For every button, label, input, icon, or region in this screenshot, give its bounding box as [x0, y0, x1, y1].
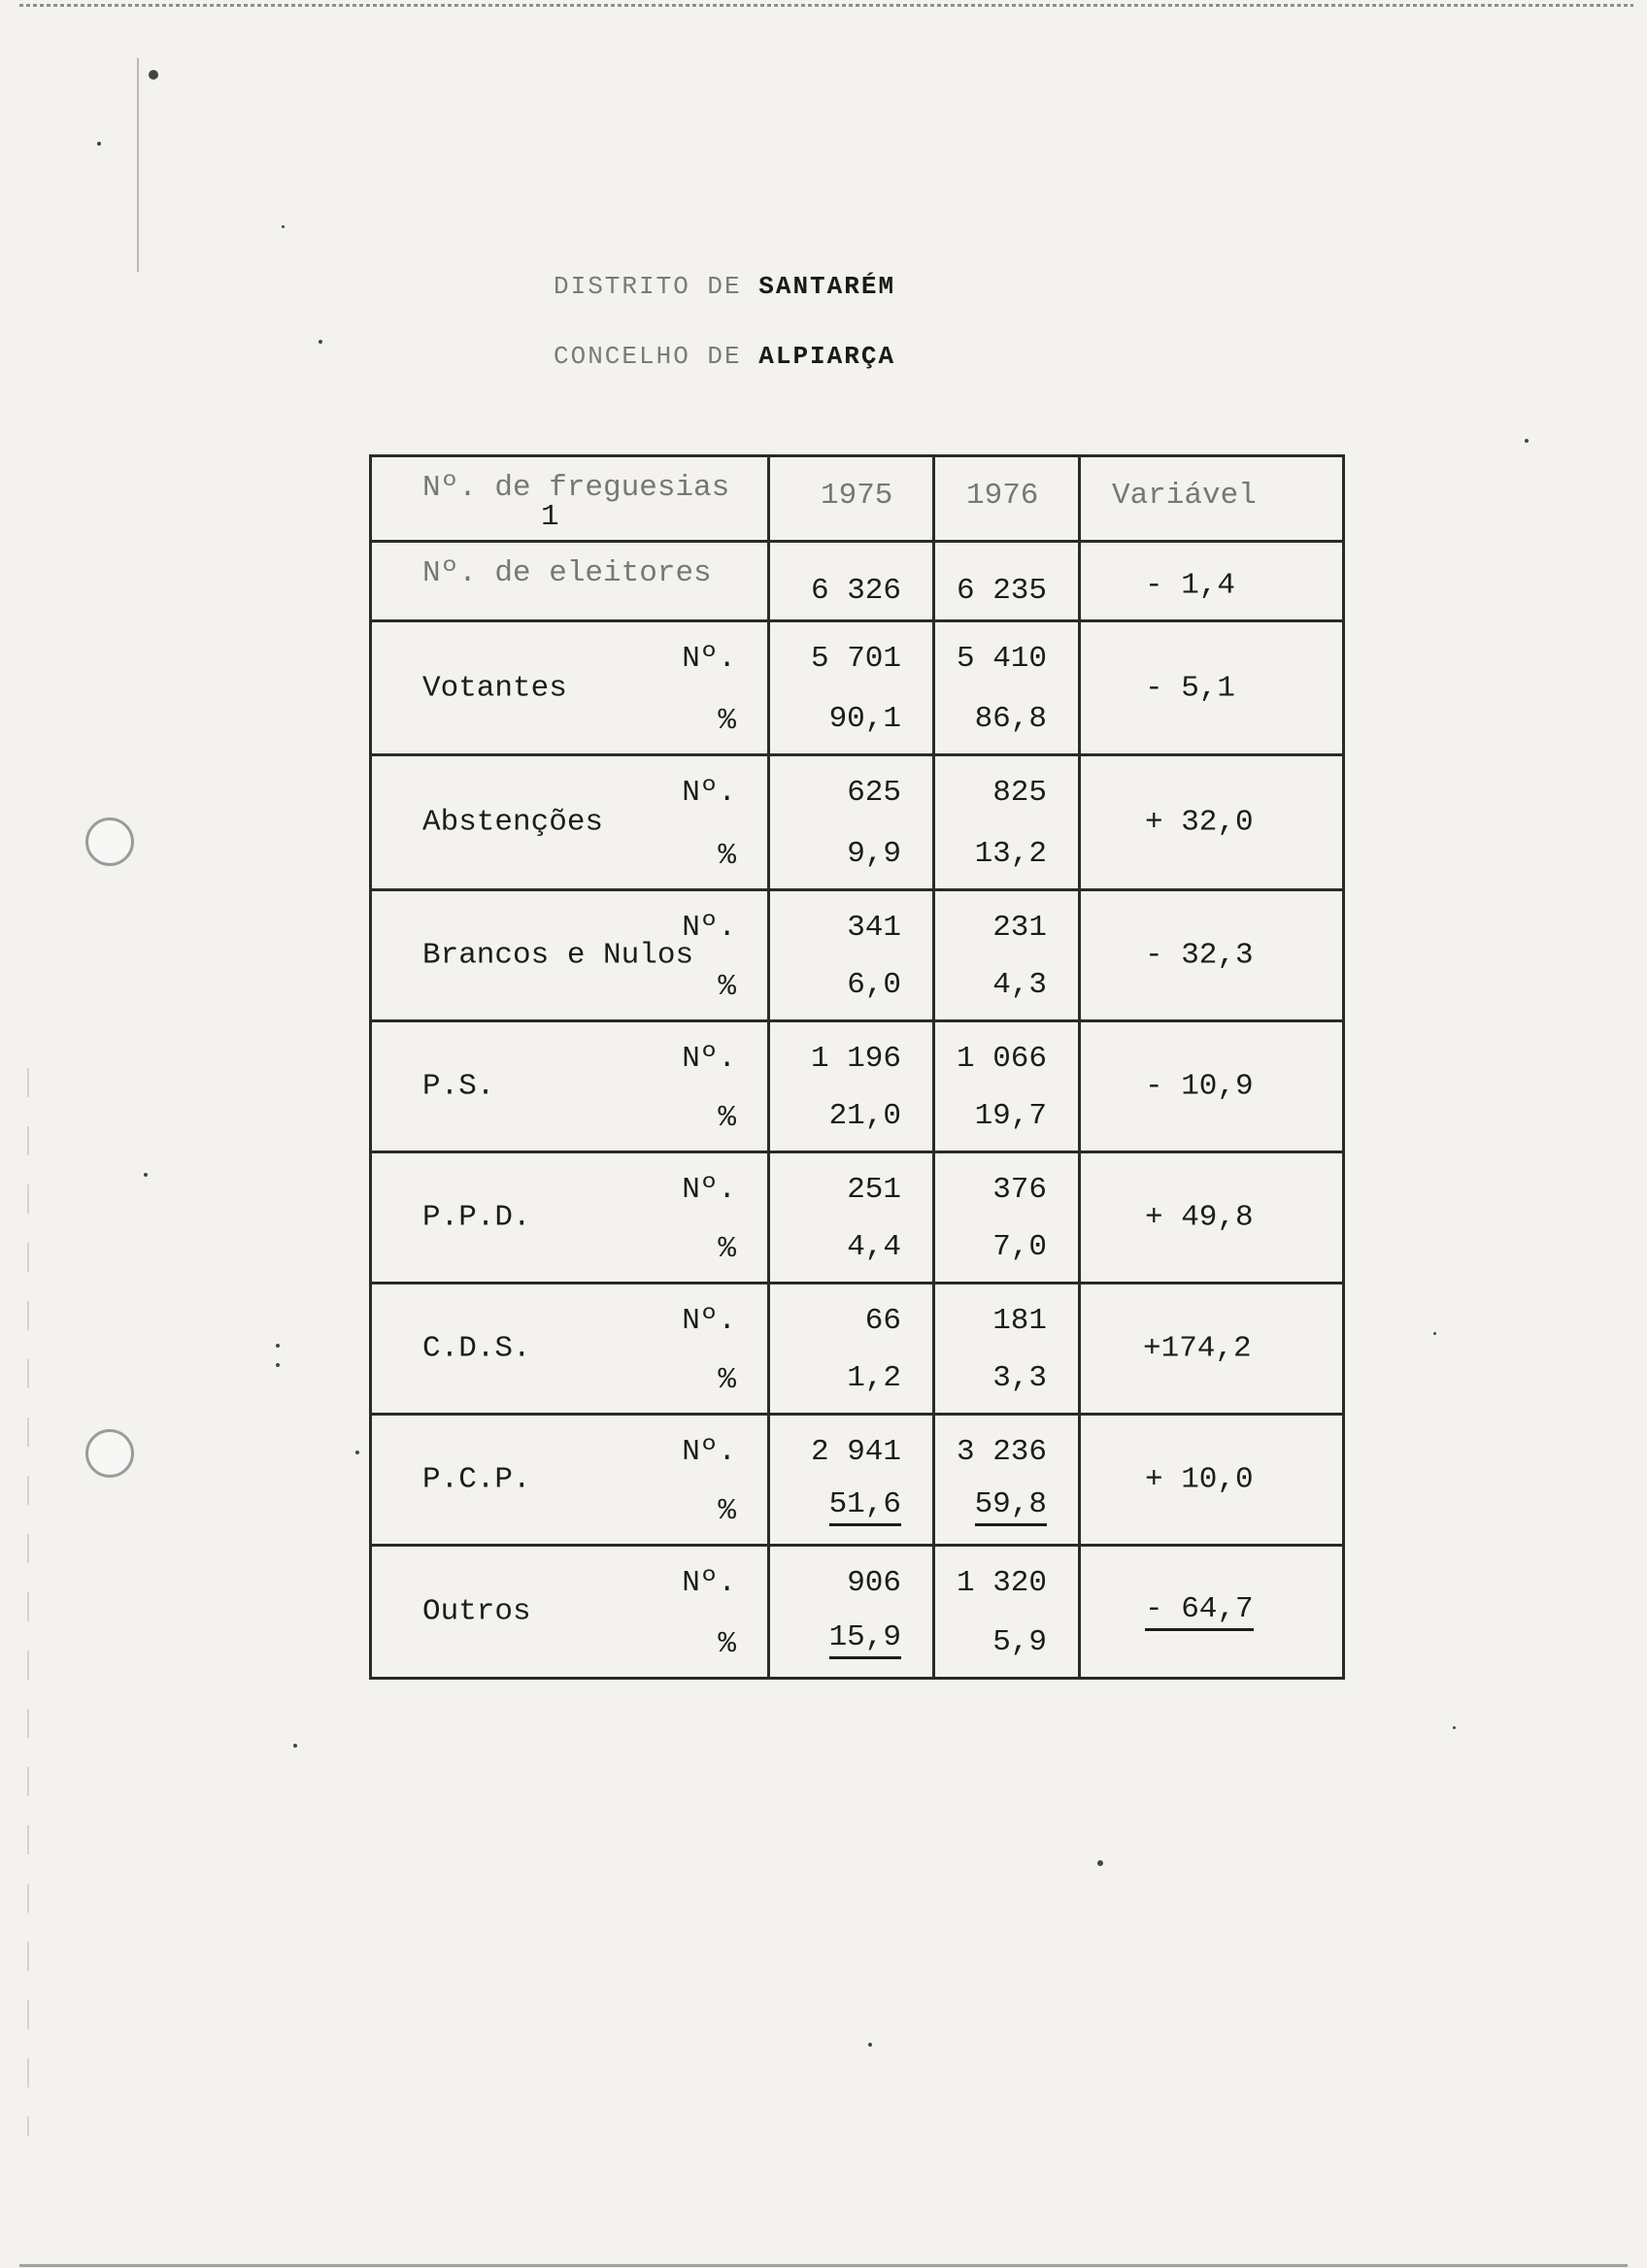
speck	[319, 340, 322, 344]
values-1976-cell	[934, 889, 1080, 1020]
header-1976: 1976	[966, 479, 1039, 513]
header-1975-cell	[769, 456, 934, 542]
variation-cell	[1080, 1151, 1344, 1283]
variation-cell	[1080, 1545, 1344, 1678]
count-1975: 5 701	[810, 642, 901, 677]
speck	[1525, 439, 1529, 443]
table-header-row	[371, 456, 1344, 542]
row-label: C.D.S.	[422, 1331, 531, 1366]
electors-label-cell	[371, 541, 769, 621]
row-label-cell	[371, 1545, 769, 1678]
table-row	[371, 1283, 1344, 1414]
values-1975-cell	[769, 1414, 934, 1545]
speck	[276, 1344, 280, 1348]
speck	[276, 1363, 280, 1367]
electors-1976-cell	[934, 541, 1080, 621]
header-parishes-cell	[371, 456, 769, 542]
municipality-heading	[554, 342, 895, 371]
row-label-cell	[371, 1151, 769, 1283]
values-1975-cell	[769, 1020, 934, 1151]
variation-cell	[1080, 1283, 1344, 1414]
count-1975: 66	[864, 1303, 901, 1338]
header-variation: Variável	[1112, 479, 1257, 513]
variation-value: - 32,3	[1145, 938, 1254, 973]
header-parishes-value: 1	[541, 500, 559, 534]
punch-hole-top	[85, 817, 134, 866]
row-label: P.C.P.	[422, 1462, 531, 1497]
percent-1975: 1,2	[847, 1360, 901, 1395]
election-table	[369, 454, 1345, 1680]
row-label-cell	[371, 621, 769, 755]
percent-1976: 19,7	[974, 1098, 1047, 1133]
row-label: P.P.D.	[422, 1200, 531, 1235]
percent-1975: 15,9	[829, 1620, 901, 1659]
electors-1975-cell	[769, 541, 934, 621]
unit-percent: %	[718, 1627, 736, 1661]
percent-1976: 7,0	[992, 1229, 1047, 1264]
electors-variation: - 1,4	[1145, 568, 1236, 603]
speck	[1097, 1860, 1103, 1866]
table-row	[371, 1151, 1344, 1283]
values-1976-cell	[934, 1414, 1080, 1545]
unit-percent: %	[718, 1100, 736, 1135]
unit-count: Nº.	[682, 1565, 736, 1600]
district-heading	[554, 272, 895, 301]
count-1975: 251	[847, 1172, 901, 1207]
values-1976-cell	[934, 755, 1080, 889]
row-label-cell	[371, 1414, 769, 1545]
variation-value: +174,2	[1143, 1331, 1252, 1366]
variation-cell	[1080, 755, 1344, 889]
percent-1975: 51,6	[829, 1487, 901, 1526]
percent-1975: 4,4	[847, 1229, 901, 1264]
count-1976: 1 066	[956, 1041, 1047, 1076]
row-label-cell	[371, 1283, 769, 1414]
speck	[97, 142, 101, 146]
unit-percent: %	[718, 1231, 736, 1266]
header-variation-cell	[1080, 456, 1344, 542]
row-label: Brancos e Nulos	[422, 938, 694, 973]
count-1975: 1 196	[810, 1041, 901, 1076]
percent-1976: 3,3	[992, 1360, 1047, 1395]
electors-1976: 6 235	[956, 574, 1047, 609]
district-name: SANTARÉM	[758, 272, 896, 301]
percent-1976: 59,8	[975, 1487, 1047, 1526]
variation-value: - 64,7	[1145, 1592, 1254, 1631]
unit-count: Nº.	[682, 642, 736, 677]
speck	[1433, 1332, 1436, 1335]
row-label: Abstenções	[422, 805, 604, 840]
electors-label: Nº. de eleitores	[422, 555, 712, 590]
margin-line	[137, 58, 139, 272]
variation-value: - 10,9	[1145, 1069, 1254, 1104]
top-edge-rule	[19, 4, 1633, 7]
variation-value: + 10,0	[1145, 1462, 1254, 1497]
electors-1975: 6 326	[810, 574, 901, 609]
percent-1975: 9,9	[847, 836, 901, 871]
variation-value: + 32,0	[1145, 805, 1254, 840]
values-1975-cell	[769, 1283, 934, 1414]
count-1975: 906	[847, 1565, 901, 1600]
municipality-name: ALPIARÇA	[758, 342, 896, 371]
percent-1976: 86,8	[974, 702, 1047, 737]
header-1976-cell	[934, 456, 1080, 542]
table-row-electors	[371, 541, 1344, 621]
variation-cell	[1080, 621, 1344, 755]
count-1975: 625	[847, 776, 901, 811]
table-row	[371, 889, 1344, 1020]
values-1976-cell	[934, 1020, 1080, 1151]
row-label-cell	[371, 755, 769, 889]
unit-count: Nº.	[682, 776, 736, 811]
percent-1976: 13,2	[974, 836, 1047, 871]
values-1975-cell	[769, 1545, 934, 1678]
table-row	[371, 755, 1344, 889]
speck	[868, 2043, 872, 2047]
table-row	[371, 1545, 1344, 1678]
values-1976-cell	[934, 1545, 1080, 1678]
unit-percent: %	[718, 1493, 736, 1528]
margin-line-lower	[27, 1068, 29, 2136]
values-1975-cell	[769, 1151, 934, 1283]
unit-percent: %	[718, 1362, 736, 1397]
count-1976: 5 410	[956, 642, 1047, 677]
percent-1976: 4,3	[992, 967, 1047, 1002]
values-1976-cell	[934, 1151, 1080, 1283]
unit-count: Nº.	[682, 910, 736, 945]
speck	[355, 1451, 359, 1454]
unit-count: Nº.	[682, 1303, 736, 1338]
count-1975: 341	[847, 910, 901, 945]
count-1975: 2 941	[810, 1434, 901, 1469]
percent-1975: 6,0	[847, 967, 901, 1002]
table-row	[371, 621, 1344, 755]
variation-cell	[1080, 1414, 1344, 1545]
values-1975-cell	[769, 889, 934, 1020]
ink-dot	[149, 70, 158, 80]
variation-value: + 49,8	[1145, 1200, 1254, 1235]
variation-cell	[1080, 1020, 1344, 1151]
speck	[293, 1744, 297, 1748]
percent-1976: 5,9	[992, 1625, 1047, 1659]
header-1975: 1975	[821, 479, 893, 513]
unit-percent: %	[718, 969, 736, 1004]
count-1976: 376	[992, 1172, 1047, 1207]
row-label-cell	[371, 889, 769, 1020]
count-1976: 1 320	[956, 1565, 1047, 1600]
count-1976: 825	[992, 776, 1047, 811]
row-label-cell	[371, 1020, 769, 1151]
speck	[144, 1173, 148, 1177]
speck	[1453, 1726, 1456, 1729]
punch-hole-bottom	[85, 1429, 134, 1478]
unit-count: Nº.	[682, 1172, 736, 1207]
values-1975-cell	[769, 755, 934, 889]
unit-count: Nº.	[682, 1041, 736, 1076]
variation-value: - 5,1	[1145, 671, 1236, 706]
row-label: Votantes	[422, 671, 567, 706]
unit-percent: %	[718, 704, 736, 739]
count-1976: 3 236	[956, 1434, 1047, 1469]
percent-1975: 21,0	[828, 1098, 901, 1133]
table-row	[371, 1020, 1344, 1151]
row-label: Outros	[422, 1594, 531, 1629]
unit-percent: %	[718, 838, 736, 873]
table-row	[371, 1414, 1344, 1545]
speck	[282, 225, 285, 228]
count-1976: 181	[992, 1303, 1047, 1338]
percent-1975: 90,1	[828, 702, 901, 737]
count-1976: 231	[992, 910, 1047, 945]
bottom-edge-rule	[19, 2264, 1628, 2267]
values-1975-cell	[769, 621, 934, 755]
header-parishes-label: Nº. de freguesias	[422, 471, 730, 505]
municipality-prefix: CONCELHO DE	[554, 342, 742, 371]
district-prefix: DISTRITO DE	[554, 272, 742, 301]
variation-cell	[1080, 889, 1344, 1020]
electors-variation-cell	[1080, 541, 1344, 621]
values-1976-cell	[934, 1283, 1080, 1414]
values-1976-cell	[934, 621, 1080, 755]
unit-count: Nº.	[682, 1434, 736, 1469]
row-label: P.S.	[422, 1069, 495, 1104]
